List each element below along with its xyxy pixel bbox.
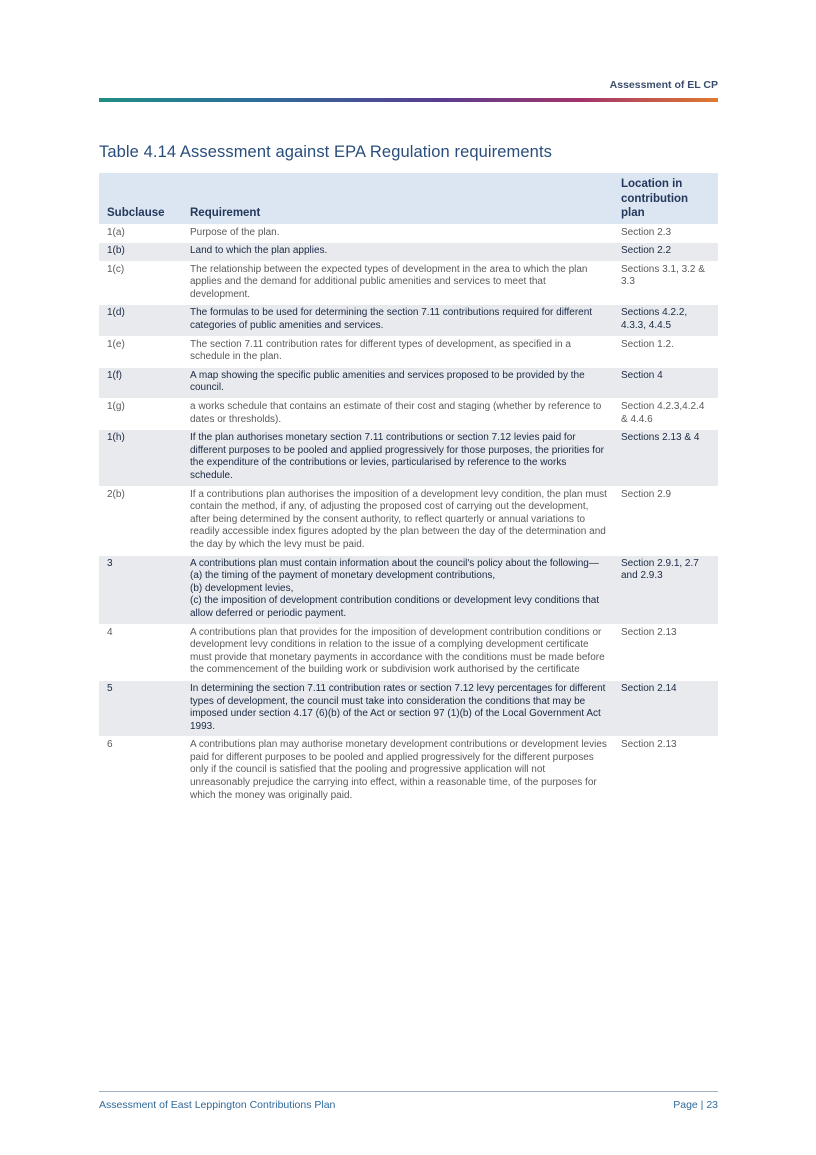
- requirements-table: [99, 173, 718, 805]
- cell-requirement: The section 7.11 contribution rates for different types of development, as specified in a schedule in the plan.: [182, 336, 613, 367]
- page-number: Page | 23: [673, 1099, 718, 1111]
- cell-subclause: 1(h): [99, 430, 182, 486]
- cell-location: Section 2.9: [613, 486, 718, 555]
- cell-requirement: If the plan authorises monetary section 7.11 contributions or section 7.12 levies paid for different purposes to be pooled and applied progressively for those purposes, the priorities for the expenditure of the contributions or levies, particularised by reference to the works schedule.: [182, 430, 613, 486]
- cell-location: Section 2.14: [613, 680, 718, 736]
- header-requirement: Requirement: [182, 173, 613, 224]
- cell-location: Section 4.2.3,4.2.4 & 4.4.6: [613, 399, 718, 430]
- cell-subclause: 1(f): [99, 367, 182, 398]
- cell-requirement: The formulas to be used for determining the section 7.11 contributions required for different categories of public amenities and services.: [182, 305, 613, 336]
- footer-rule: [99, 1091, 718, 1092]
- table-row: [99, 367, 718, 398]
- cell-requirement: A contributions plan that provides for the imposition of development contribution conditions or development levy conditions in relation to the issue of a complying development certificate must provide that monetary payments in accordance with the conditions must be made before the commencement of the building work or subdivision work authorised by the certificate: [182, 624, 613, 680]
- cell-subclause: 6: [99, 737, 182, 805]
- requirement-line: (b) development levies,: [190, 582, 294, 594]
- table-row: [99, 261, 718, 305]
- cell-subclause: 1(e): [99, 336, 182, 367]
- table-row: [99, 243, 718, 262]
- requirement-line: A contributions plan must contain information about the council's policy about the following—: [190, 557, 599, 569]
- cell-requirement: A map showing the specific public amenities and services proposed to be provided by the council.: [182, 367, 613, 398]
- table-row: [99, 680, 718, 736]
- cell-requirement: The relationship between the expected types of development in the area to which the plan applies and the demand for additional public amenities and services to meet that development.: [182, 261, 613, 305]
- running-header: Assessment of EL CP: [609, 79, 718, 91]
- cell-location: Section 1.2.: [613, 336, 718, 367]
- footer-document-title: Assessment of East Leppington Contributions Plan: [99, 1099, 336, 1111]
- cell-location: Sections 2.13 & 4: [613, 430, 718, 486]
- cell-location: Section 4: [613, 367, 718, 398]
- cell-location: Sections 3.1, 3.2 & 3.3: [613, 261, 718, 305]
- cell-subclause: 3: [99, 555, 182, 624]
- table-row: [99, 305, 718, 336]
- cell-subclause: 2(b): [99, 486, 182, 555]
- requirement-line: (c) the imposition of development contribution conditions or development levy conditions that allow deferred or periodic payment.: [190, 595, 600, 619]
- table-title: Table 4.14 Assessment against EPA Regulation requirements: [99, 143, 552, 161]
- cell-location: Section 2.13: [613, 624, 718, 680]
- cell-subclause: 1(b): [99, 243, 182, 262]
- requirement-line: (a) the timing of the payment of monetary development contributions,: [190, 570, 496, 582]
- cell-requirement: [182, 555, 613, 624]
- table-row: [99, 486, 718, 555]
- header-subclause: Subclause: [99, 173, 182, 224]
- table-row: [99, 737, 718, 805]
- cell-requirement: a works schedule that contains an estimate of their cost and staging (whether by reference to dates or thresholds).: [182, 399, 613, 430]
- header-gradient-rule: [99, 98, 718, 102]
- cell-requirement: In determining the section 7.11 contribution rates or section 7.12 levy percentages for different types of development, the council must take into consideration the conditions that may be imposed under section 4.17 (6)(b) of the Act or section 97 (1)(b) of the Local Government Act 1993.: [182, 680, 613, 736]
- cell-subclause: 5: [99, 680, 182, 736]
- cell-subclause: 1(d): [99, 305, 182, 336]
- table-row: [99, 336, 718, 367]
- cell-location: Section 2.3: [613, 224, 718, 243]
- cell-requirement: If a contributions plan authorises the imposition of a development levy condition, the plan must contain the method, if any, of adjusting the proposed cost of carrying out the development, after being determined by the consent authority, to reflect quarterly or annual variations to readily accessible index figures adopted by the plan between the day of the determination and the day by which the levy must be paid.: [182, 486, 613, 555]
- cell-subclause: 4: [99, 624, 182, 680]
- cell-subclause: 1(a): [99, 224, 182, 243]
- cell-location: Section 2.9.1, 2.7 and 2.9.3: [613, 555, 718, 624]
- table-row: [99, 555, 718, 624]
- cell-requirement: Purpose of the plan.: [182, 224, 613, 243]
- cell-subclause: 1(c): [99, 261, 182, 305]
- header-location: Location in contribution plan: [613, 173, 718, 224]
- table-row: [99, 624, 718, 680]
- cell-location: Section 2.13: [613, 737, 718, 805]
- table-header-row: [99, 173, 718, 224]
- table-row: [99, 224, 718, 243]
- cell-subclause: 1(g): [99, 399, 182, 430]
- cell-requirement: Land to which the plan applies.: [182, 243, 613, 262]
- cell-requirement: A contributions plan may authorise monetary development contributions or development levies paid for different purposes to be pooled and applied progressively for the different purposes only if the council is satisfied that the pooling and progressive application will not unreasonably prejudice the carrying into effect, within a reasonable time, of the purposes for which the money was originally paid.: [182, 737, 613, 805]
- table-row: [99, 430, 718, 486]
- table-row: [99, 399, 718, 430]
- cell-location: Section 2.2: [613, 243, 718, 262]
- cell-location: Sections 4.2.2, 4.3.3, 4.4.5: [613, 305, 718, 336]
